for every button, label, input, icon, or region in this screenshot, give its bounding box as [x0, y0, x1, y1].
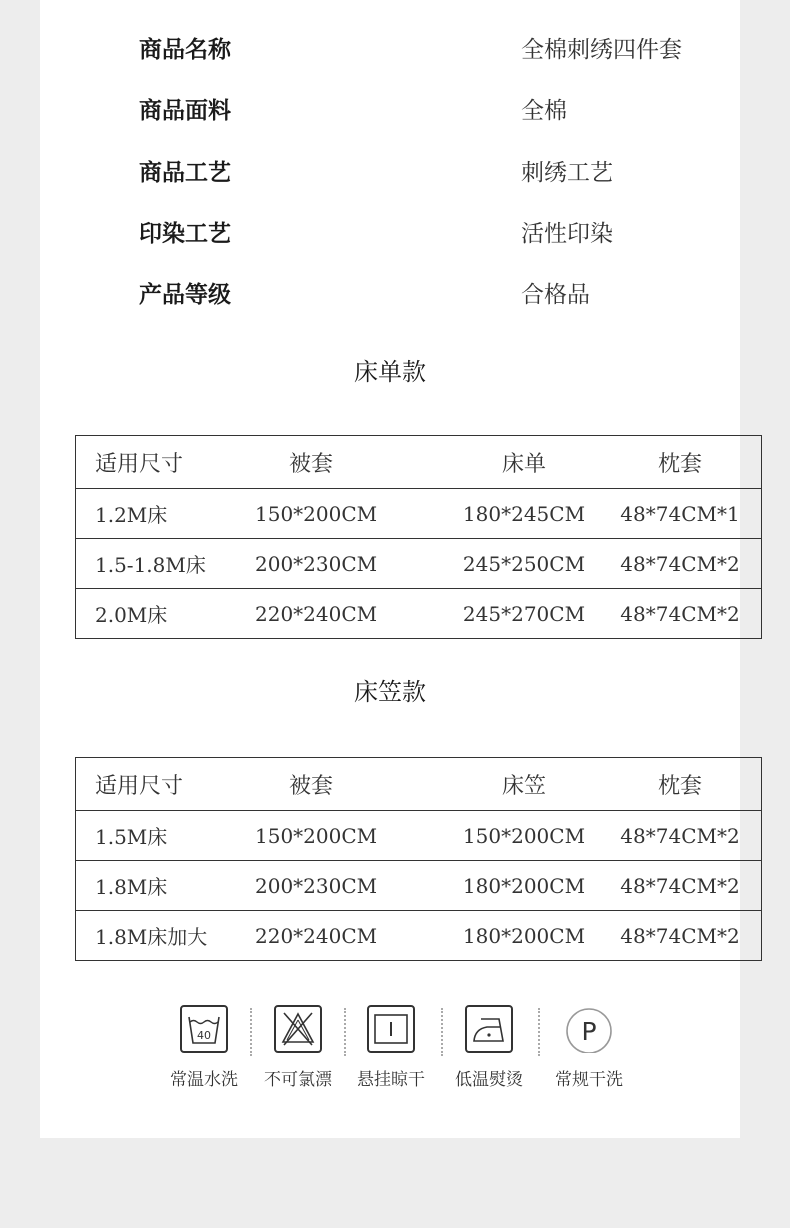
table-cell: 180*200CM — [462, 923, 586, 948]
table-header-cell: 枕套 — [599, 758, 762, 811]
care-label: 不可氯漂 — [264, 1070, 332, 1090]
spec-row-fabric — [40, 91, 740, 131]
table-cell: 150*200CM — [449, 811, 599, 861]
table-cell: 1.5-1.8M床 — [76, 539, 256, 589]
table-cell: 48*74CM*2 — [620, 923, 740, 948]
spec-value: 活性印染 — [521, 221, 613, 247]
spec-label: 商品工艺 — [139, 160, 231, 186]
table-row — [76, 861, 762, 911]
dry-clean-p-icon — [565, 1005, 613, 1053]
table-cell: 48*74CM*1 — [599, 489, 762, 539]
table-cell: 200*230CM — [255, 539, 449, 589]
table-cell: 1.8M床 — [76, 861, 256, 911]
table-header-row — [76, 758, 762, 811]
table-cell: 1.2M床 — [76, 489, 256, 539]
care-label: 低温熨烫 — [455, 1070, 523, 1090]
spec-row-dyeing — [40, 214, 740, 254]
low-iron-icon — [465, 1005, 513, 1053]
section-title-sheet: 床单款 — [354, 358, 426, 386]
care-item-dry-clean — [539, 1005, 639, 1090]
table-cell: 150*200CM — [255, 489, 449, 539]
spec-label: 商品名称 — [139, 37, 231, 63]
spec-label: 印染工艺 — [139, 221, 231, 247]
table-cell: 48*74CM*2 — [599, 539, 762, 589]
table-cell: 220*240CM — [255, 923, 378, 948]
table-cell: 245*270CM — [462, 601, 586, 626]
care-item-bleach — [248, 1005, 348, 1090]
table-row — [76, 911, 762, 961]
spec-value: 全棉刺绣四件套 — [521, 37, 682, 63]
table-cell: 245*250CM — [449, 539, 599, 589]
table-cell: 180*200CM — [449, 861, 599, 911]
size-table-sheet — [75, 435, 762, 639]
table-header-cell: 被套 — [255, 758, 449, 811]
care-item-iron — [439, 1005, 539, 1090]
table-row — [76, 811, 762, 861]
dry-clean-letter: P — [581, 1017, 597, 1046]
table-row — [76, 589, 762, 639]
spec-row-grade — [40, 275, 740, 315]
product-detail-card — [40, 0, 740, 1138]
spec-value: 刺绣工艺 — [521, 160, 613, 186]
table-cell: 48*74CM*2 — [620, 601, 740, 626]
table-header-cell: 适用尺寸 — [76, 758, 256, 811]
wash-40-icon — [180, 1005, 228, 1053]
table-header-cell: 被套 — [255, 436, 449, 489]
care-label: 悬挂晾干 — [357, 1070, 425, 1090]
table-cell: 1.5M床 — [76, 811, 256, 861]
section-title-fitted: 床笠款 — [354, 678, 426, 706]
care-label: 常规干洗 — [555, 1070, 623, 1090]
table-header-cell: 适用尺寸 — [76, 436, 256, 489]
spec-value: 全棉 — [521, 98, 567, 124]
table-cell: 1.8M床加大 — [95, 925, 208, 949]
table-header-cell: 床单 — [449, 436, 599, 489]
no-bleach-icon — [274, 1005, 322, 1053]
table-cell: 220*240CM — [255, 601, 378, 626]
table-cell: 200*230CM — [255, 861, 449, 911]
care-item-hang-dry — [341, 1005, 441, 1090]
care-label: 常温水洗 — [170, 1070, 238, 1090]
table-cell: 48*74CM*2 — [599, 861, 762, 911]
spec-label: 产品等级 — [139, 282, 231, 308]
table-row — [76, 489, 762, 539]
spec-label: 商品面料 — [139, 98, 231, 124]
table-header-cell: 床笠 — [449, 758, 599, 811]
table-header-row — [76, 436, 762, 489]
spec-value: 合格品 — [521, 282, 590, 308]
table-cell: 48*74CM*2 — [599, 811, 762, 861]
table-cell: 180*245CM — [449, 489, 599, 539]
table-cell: 150*200CM — [255, 811, 449, 861]
spec-row-craft — [40, 153, 740, 193]
care-item-wash — [154, 1005, 254, 1090]
spec-row-name — [40, 30, 740, 70]
table-cell: 2.0M床 — [95, 603, 168, 627]
table-row — [76, 539, 762, 589]
table-header-cell: 枕套 — [599, 436, 762, 489]
wash-temp-text: 40 — [197, 1029, 211, 1042]
size-table-fitted — [75, 757, 762, 961]
hang-dry-icon — [367, 1005, 415, 1053]
